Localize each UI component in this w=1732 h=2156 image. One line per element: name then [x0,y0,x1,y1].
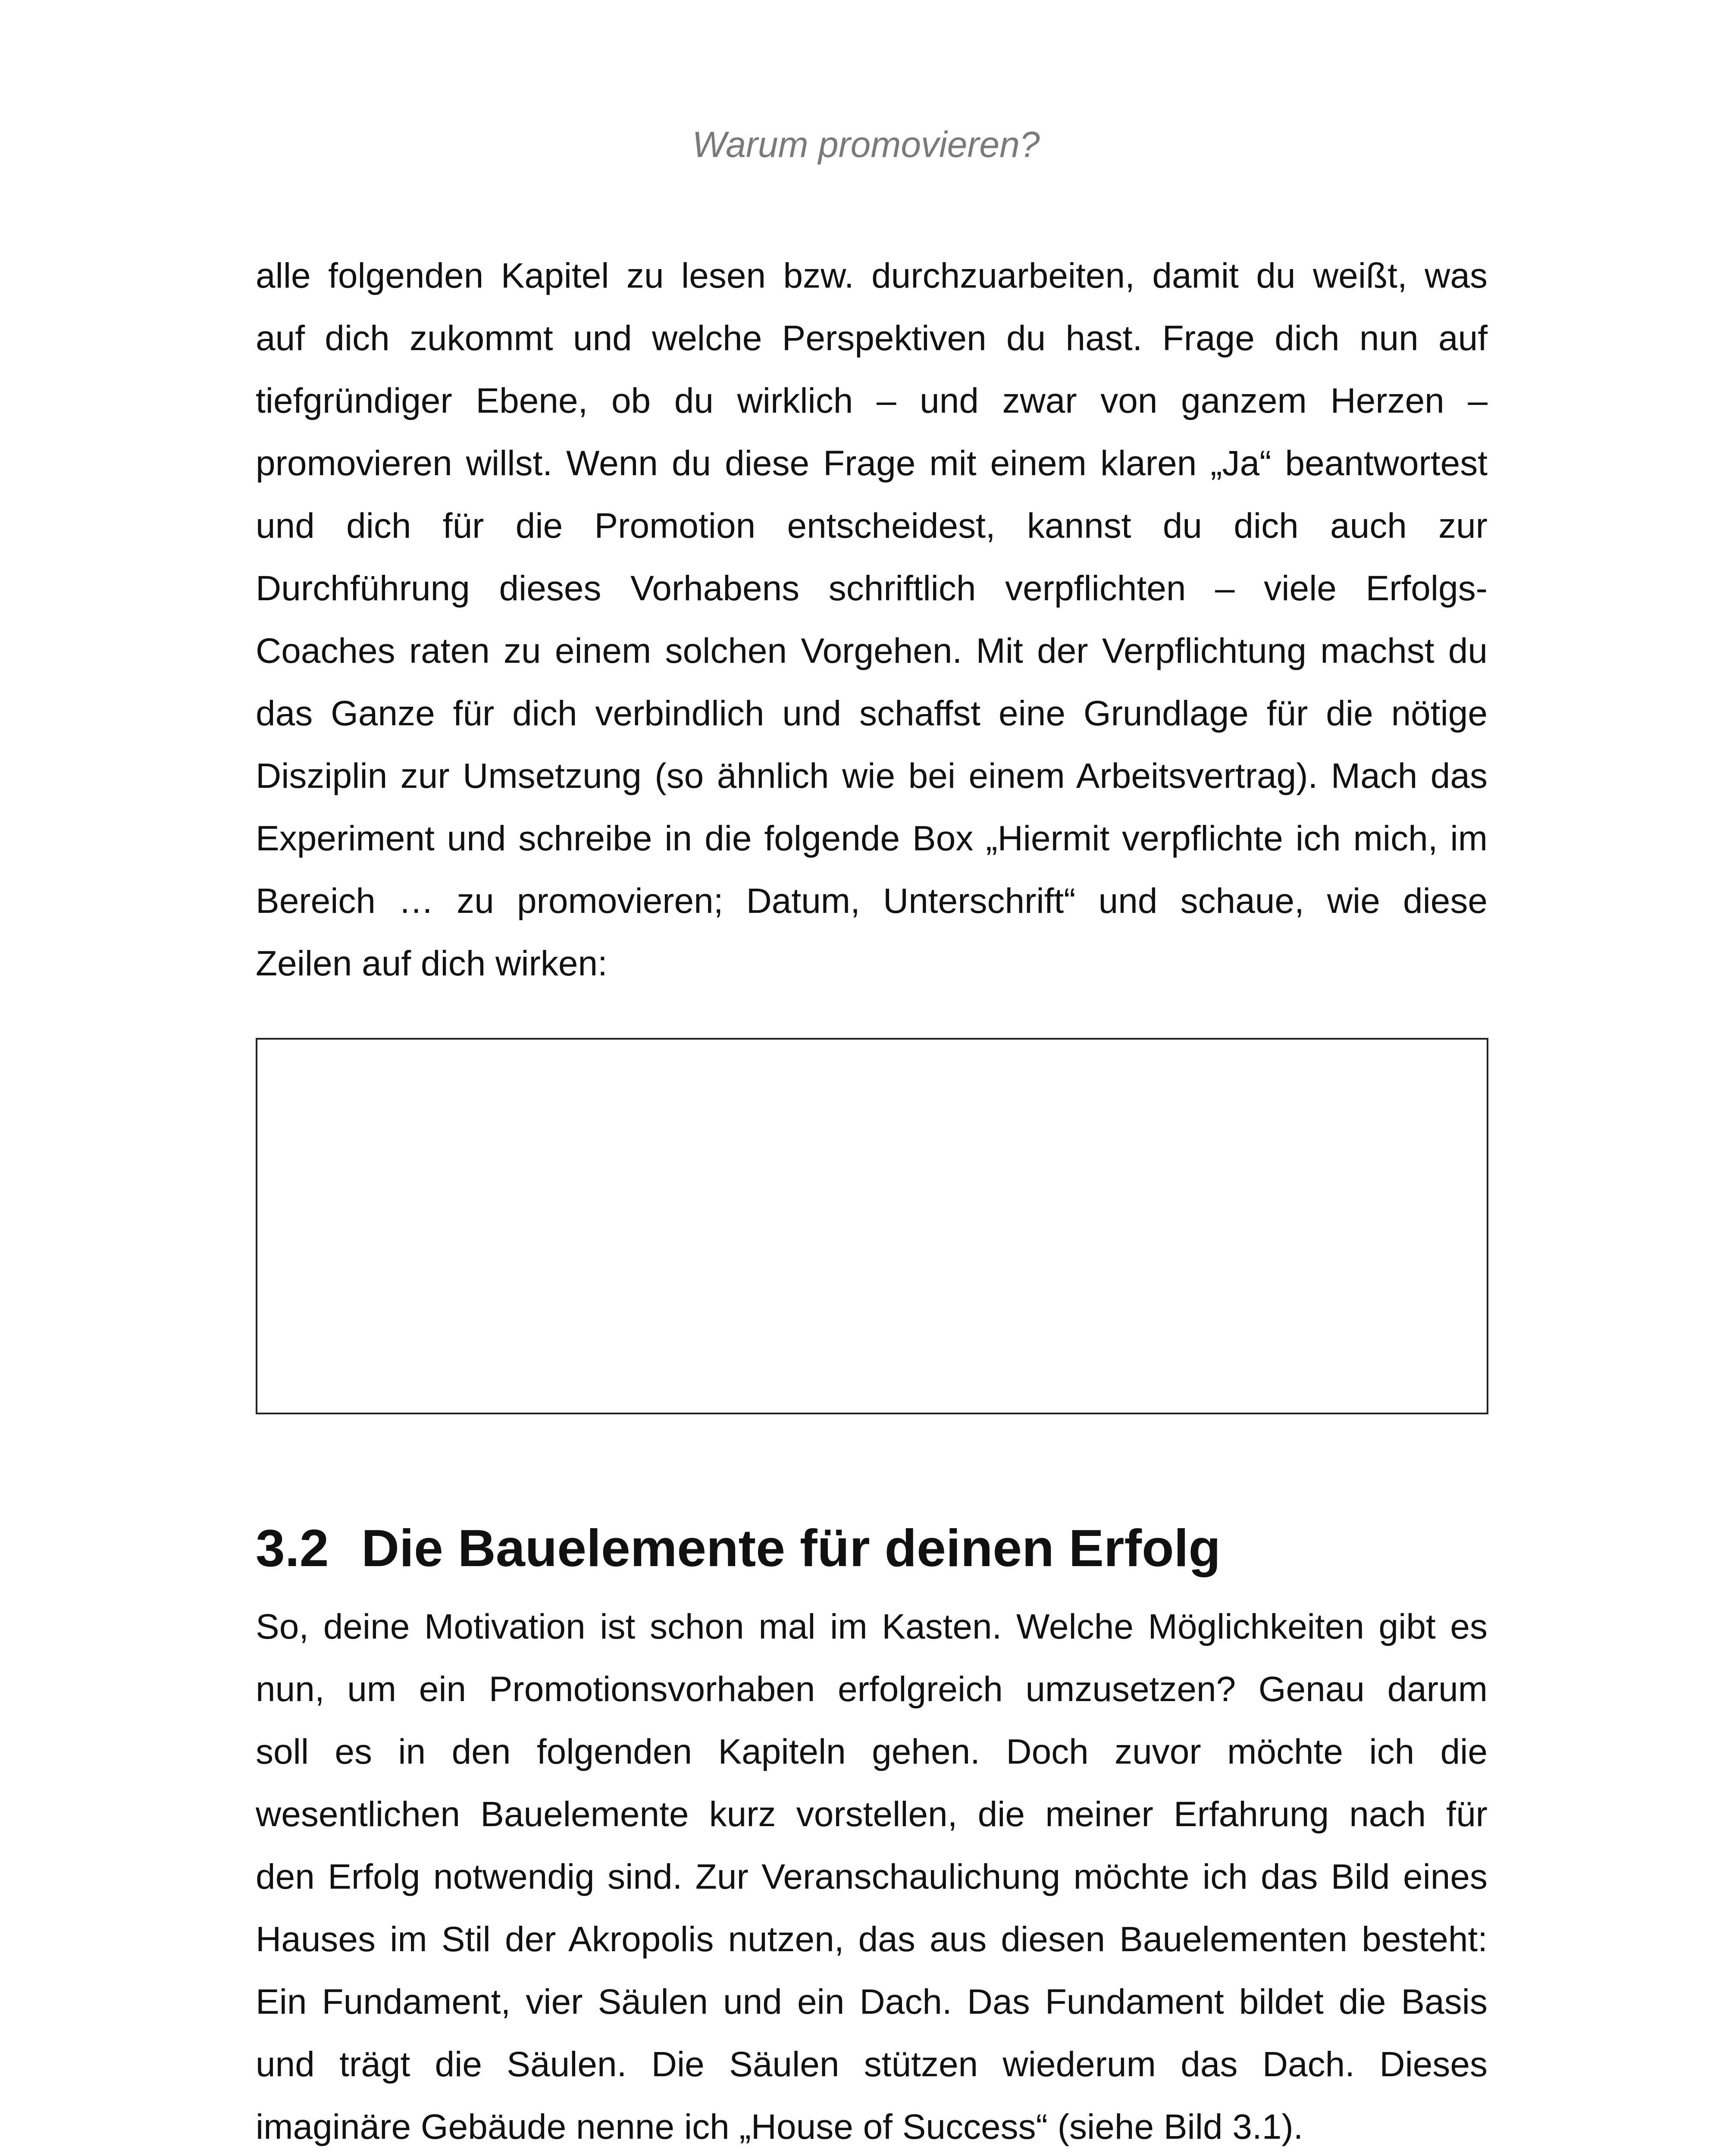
text-line: Durchführung dieses Vorhabens schriftlich verpflichten – viele Erfolgs- [256,569,1488,608]
text-line: So, deine Motivation ist schon mal im Kasten. Welche Möglichkeiten gibt es [256,1607,1488,1646]
text-line: Ein Fundament, vier Säulen und ein Dach. Das Fundament bildet die Basis [256,1982,1488,2021]
text-line: Experiment und schreibe in die folgende Box „Hiermit verpflichte ich mich, im [256,819,1488,858]
text-line: auf dich zukommt und welche Perspektiven du hast. Frage dich nun auf [256,319,1488,358]
text-line: Coaches raten zu einem solchen Vorgehen. Mit der Verpflichtung machst du [256,631,1488,671]
text-line: den Erfolg notwendig sind. Zur Veranschaulichung möchte ich das Bild eines [256,1857,1488,1896]
body-paragraph-2 [256,1595,1488,2156]
section-number: 3.2 [256,1519,329,1577]
commitment-writing-box [256,1038,1488,1414]
text-line: promovieren willst. Wenn du diese Frage mit einem klaren „Ja“ beantwortest [256,444,1488,483]
text-line: nun, um ein Promotionsvorhaben erfolgreich umzusetzen? Genau darum [256,1670,1488,1709]
text-line: alle folgenden Kapitel zu lesen bzw. durchzuarbeiten, damit du weißt, was [256,256,1488,295]
text-line: Bereich … zu promovieren; Datum, Unterschrift“ und schaue, wie diese [256,881,1488,921]
text-line: das Ganze für dich verbindlich und schaffst eine Grundlage für die nötige [256,694,1488,733]
running-header: Warum promovieren? [692,124,1040,165]
text-line: imaginäre Gebäude nenne ich „House of Success“ (siehe Bild 3.1). [256,2107,1303,2147]
body-paragraph-1 [256,244,1488,995]
text-line: Disziplin zur Umsetzung (so ähnlich wie bei einem Arbeitsvertrag). Mach das [256,756,1488,796]
text-line: wesentlichen Bauelemente kurz vorstellen, die meiner Erfahrung nach für [256,1795,1488,1834]
section-title: Die Bauelemente für deinen Erfolg [361,1519,1221,1577]
text-line: Hauses im Stil der Akropolis nutzen, das aus diesen Bauelementen besteht: [256,1920,1488,1959]
text-line: und trägt die Säulen. Die Säulen stützen wiederum das Dach. Dieses [256,2045,1488,2084]
text-line: Zeilen auf dich wirken: [256,944,608,983]
text-line: tiefgründiger Ebene, ob du wirklich – und zwar von ganzem Herzen – [256,381,1488,420]
text-line: und dich für die Promotion entscheidest, kannst du dich auch zur [256,506,1488,545]
text-line: soll es in den folgenden Kapiteln gehen. Doch zuvor möchte ich die [256,1732,1488,1771]
section-heading [256,1518,1221,1578]
